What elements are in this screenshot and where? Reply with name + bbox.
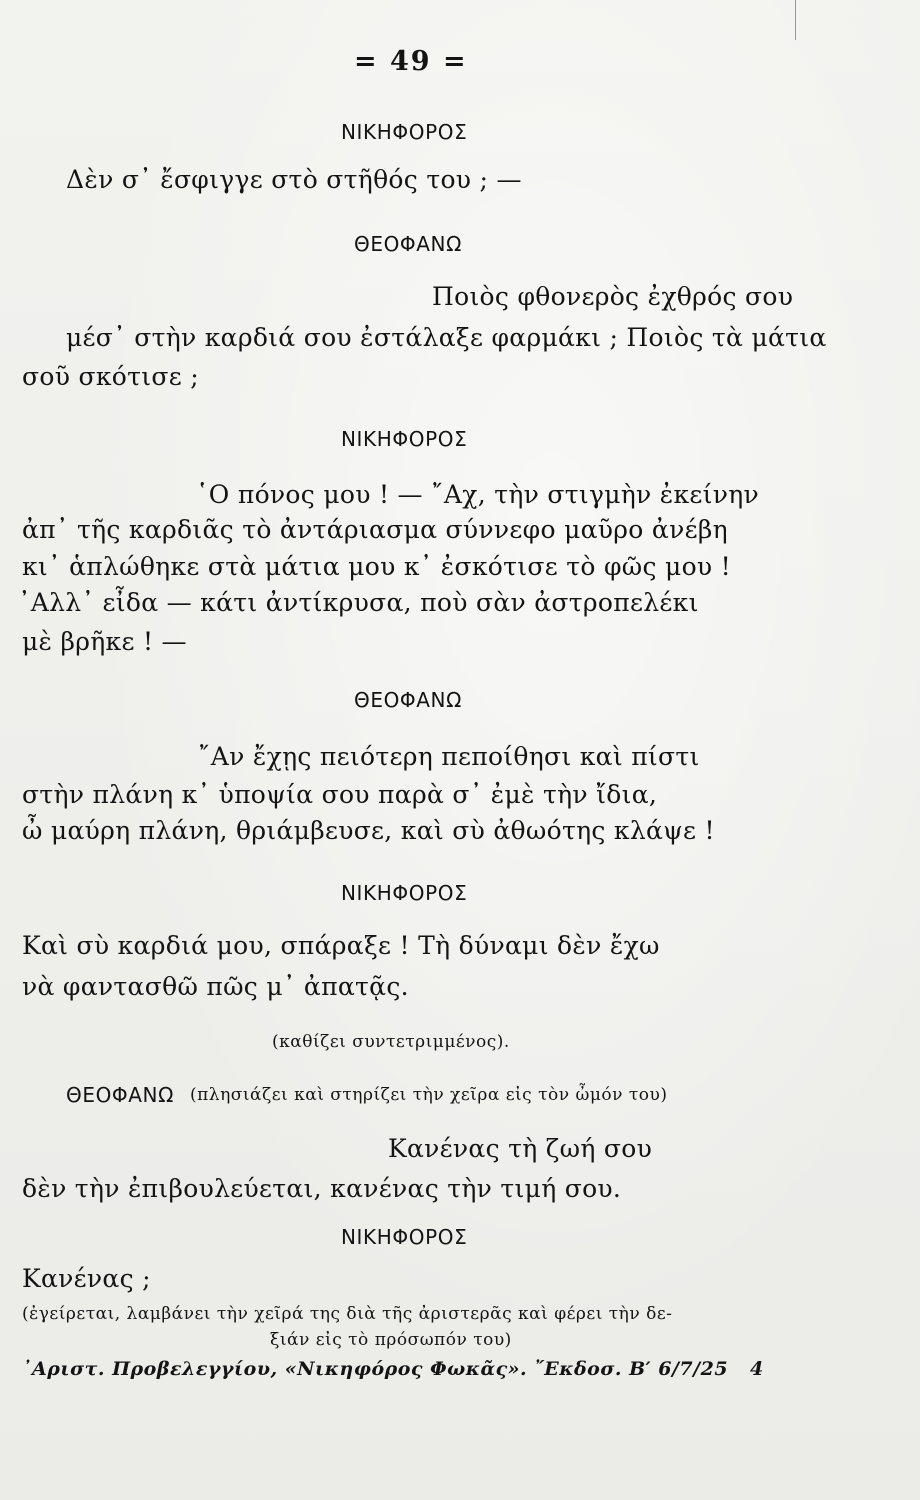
verse-line: Κανένας ; bbox=[22, 1264, 151, 1293]
verse-line: στὴν πλάνη κ᾽ ὑποψία σου παρὰ σ᾽ ἐμὲ τὴν ἴδια, bbox=[22, 780, 658, 809]
speaker-heading: ΝΙΚΗΦΟΡΟΣ bbox=[341, 427, 468, 451]
speaker-heading: ΘΕΟΦΑΝΩ bbox=[354, 688, 462, 712]
speaker-heading: ΘΕΟΦΑΝΩ bbox=[66, 1083, 174, 1107]
verse-line: νὰ φαντασθῶ πῶς μ᾽ ἀπατᾷς. bbox=[22, 972, 409, 1001]
verse-line: Κανένας τὴ ζωή σου bbox=[388, 1134, 653, 1163]
verse-line: κι᾽ ἁπλώθηκε στὰ μάτια μου κ᾽ ἐσκότισε τὸ φῶς μου ! bbox=[22, 552, 732, 581]
verse-line: μὲ βρῆκε ! — bbox=[22, 627, 187, 656]
footer-citation: ᾽Αριστ. Προβελεγγίου, «Νικηφόρος Φωκᾶς». ῎Εκδοσ. Β′ 6/7/25 bbox=[22, 1358, 729, 1380]
scratch-mark bbox=[795, 0, 796, 40]
verse-line: ὦ μαύρη πλάνη, θριάμβευσε, καὶ σὺ ἀθωότης κλάψε ! bbox=[22, 816, 715, 845]
verse-line: μέσ᾽ στὴν καρδιά σου ἐστάλαξε φαρμάκι ; Ποιὸς τὰ μάτια bbox=[66, 323, 827, 352]
stage-direction: (καθίζει συντετριμμένος). bbox=[272, 1032, 510, 1052]
verse-line: Ποιὸς φθονερὸς ἐχθρός σου bbox=[432, 282, 794, 311]
page-number: = 49 = bbox=[354, 46, 468, 77]
verse-line: ἀπ᾽ τῆς καρδιᾶς τὸ ἀντάριασμα σύννεφο μαῦρο ἀνέβη bbox=[22, 515, 728, 544]
verse-line: Καὶ σὺ καρδιά μου, σπάραξε ! Τὴ δύναμι δὲν ἔχω bbox=[22, 931, 660, 960]
stage-direction: (ἐγείρεται, λαμβάνει τὴν χεῖρά της διὰ τῆς ἀριστερᾶς καὶ φέρει τὴν δε- bbox=[22, 1304, 673, 1324]
verse-line: ῾Ο πόνος μου ! — ῎Αχ, τὴν στιγμὴν ἐκείνην bbox=[196, 480, 760, 509]
verse-line: σοῦ σκότισε ; bbox=[22, 362, 199, 391]
verse-line: δὲν τὴν ἐπιβουλεύεται, κανένας τὴν τιμή σου. bbox=[22, 1174, 622, 1203]
speaker-heading: ΝΙΚΗΦΟΡΟΣ bbox=[341, 881, 468, 905]
stage-direction: ξιάν εἰς τὸ πρόσωπόν του) bbox=[270, 1330, 512, 1350]
verse-line: ᾽Αλλ᾽ εἶδα — κάτι ἀντίκρυσα, ποὺ σὰν ἀστροπελέκι bbox=[18, 588, 699, 617]
footer-signature: 4 bbox=[750, 1358, 764, 1380]
speaker-heading: ΝΙΚΗΦΟΡΟΣ bbox=[341, 120, 468, 144]
verse-line: Δὲν σ᾽ ἔσφιγγε στὸ στῆθός του ; — bbox=[66, 165, 522, 194]
speaker-heading: ΝΙΚΗΦΟΡΟΣ bbox=[341, 1225, 468, 1249]
speaker-heading: ΘΕΟΦΑΝΩ bbox=[354, 232, 462, 256]
verse-line: ῎Αν ἔχῃς πειότερη πεποίθησι καὶ πίστι bbox=[198, 742, 700, 771]
stage-direction: (πλησιάζει καὶ στηρίζει τὴν χεῖρα εἰς τὸν ὦμόν του) bbox=[190, 1085, 668, 1105]
